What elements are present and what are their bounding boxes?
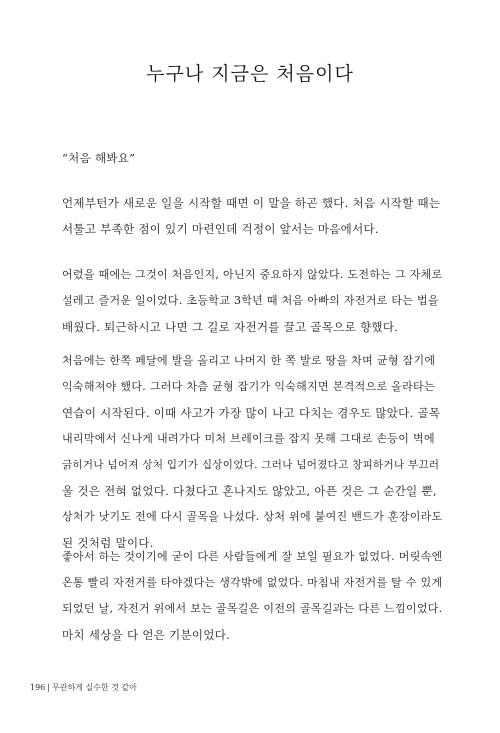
text-line: 서툴고 부족한 점이 있기 마련인데 걱정이 앞서는 마음에서다. [62,222,379,236]
text-line: 언제부턴가 새로운 일을 시작할 때면 이 말을 하곤 했다. 처음 시작할 때는 [62,196,441,210]
text-line: 익숙해져야 했다. 그러다 차츰 균형 잡기가 익숙해지면 본격적으로 올라타는 [62,380,435,393]
text-line: 처음에는 한쪽 페달에 발을 올리고 나머지 한 쪽 발로 땅을 차며 균형 잡기에 [62,354,436,367]
paragraph-3 [62,348,442,556]
text-line: 되었던 날, 자전거 위에서 보는 골목길은 이전의 골목길과는 다른 느낌이었다. [62,602,443,615]
paragraph-1 [62,190,442,242]
text-line: 연습이 시작된다. 이때 사고가 가장 많이 나고 다치는 경우도 많았다. 골목 [62,406,441,420]
page-footer [30,682,137,694]
page-number: 196 [30,683,46,692]
chapter-title: 누구나 지금은 처음이다 [146,63,354,85]
text-line: 상처가 낫기도 전에 다시 골목을 나섰다. 상처 위에 붙여진 밴드가 훈장이라도 [62,510,443,523]
text-line: 긁히거나 넘어져 상처 입기가 십상이었다. 그러나 넘어졌다고 창피하거나 부끄러 [62,459,440,471]
running-book-title: 무관하게 실수한 것 같아 [51,683,137,692]
text-line: 된 것처럼 말이다. [62,536,154,550]
text-line: 어렸을 때에는 그것이 처음인지, 아닌지 중요하지 않았다. 도전하는 그 자체로 [62,268,443,281]
paragraph-4 [62,544,442,648]
opening-quote [62,145,442,171]
text-line: 설레고 즐거운 일이었다. 초등학교 3학년 때 처음 아빠의 자전거로 타는 법을 [62,294,439,307]
text-line: 온통 빨리 자전거를 타야겠다는 생각밖에 없었다. 마침내 자전거를 탈 수 있게 [62,576,443,589]
text-line: 마치 세상을 다 얻은 기분이었다. [62,628,231,642]
quote-line: “처음 해봐요” [62,151,136,165]
paragraph-2 [62,262,442,340]
footer-separator: | [47,683,50,692]
text-line: 배웠다. 퇴근하시고 나면 그 길로 자전거를 끌고 골목으로 향했다. [62,320,399,334]
text-line: 울 것은 전혀 없었다. 다쳤다고 혼나지도 않았고, 아픈 것은 그 순간일 뿐, [62,484,437,498]
text-line: 좋아서 하는 것이기에 굳이 다른 사람들에게 잘 보일 필요가 없었다. 머릿속엔 [62,550,443,563]
text-line: 내리막에서 신나게 내려가다 미처 브레이크를 잡지 못해 그대로 손등이 벽에 [62,432,435,445]
